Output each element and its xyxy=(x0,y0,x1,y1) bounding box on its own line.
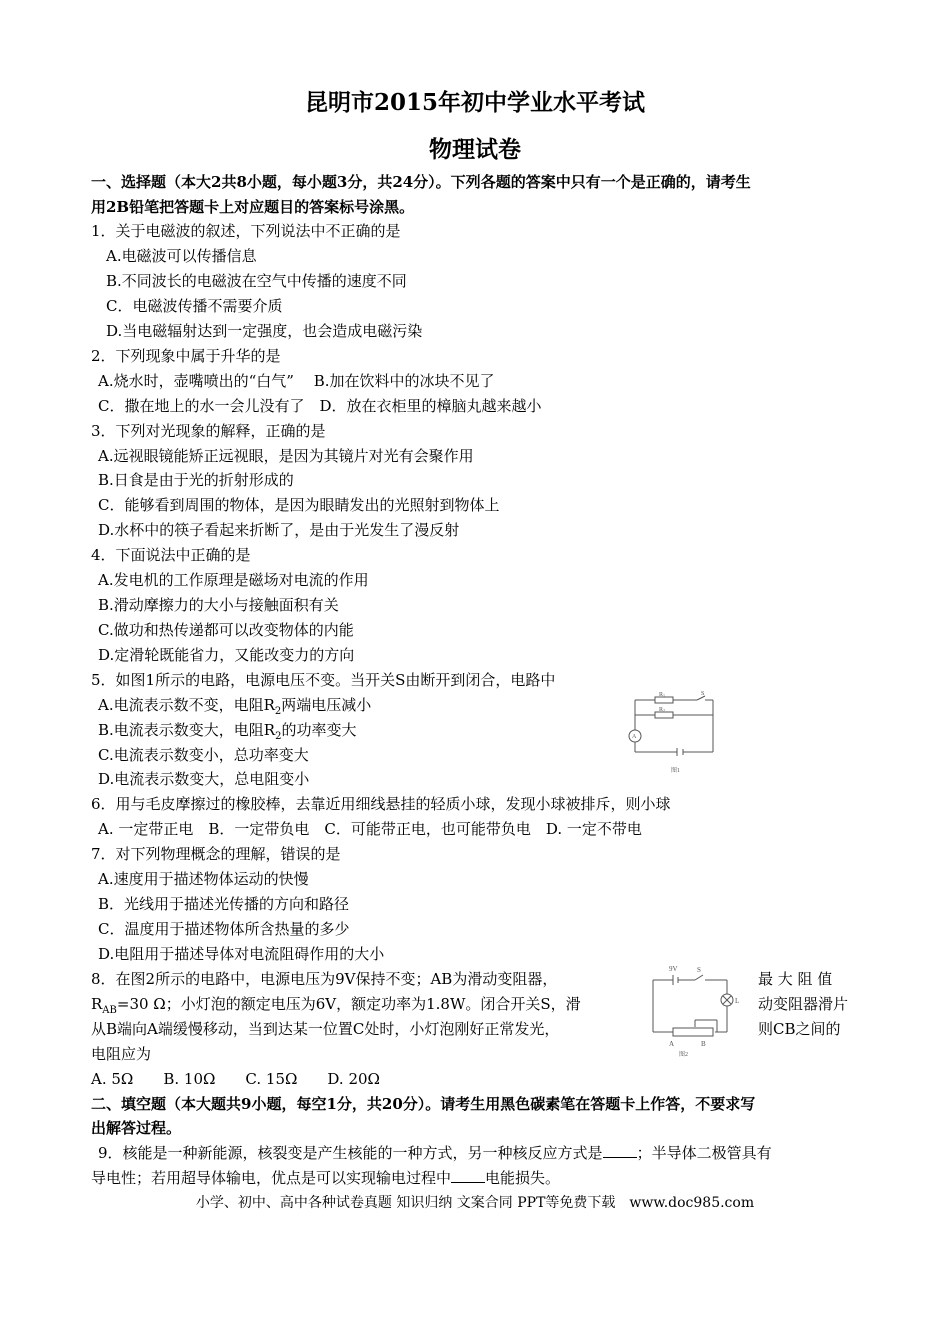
q8-line3-right: 则CB之间的 xyxy=(758,1020,841,1038)
q4-stem: 4．下面说法中正确的是 xyxy=(91,546,251,564)
fig2-label-9v: 9V xyxy=(669,965,678,973)
section1-heading-line1: 一、选择题（本大2共8小题，每小题3分，共24分）。下列各题的答案中只有一个是正确的，请考生 xyxy=(91,173,751,191)
q3-option-d: D.水杯中的筷子看起来折断了，是由于光发生了漫反射 xyxy=(98,521,460,539)
q6-options: A. 一定带正电 B．一定带负电 C．可能带正电，也可能带负电 D. 一定不带电 xyxy=(98,820,642,838)
q7-stem: 7．对下列物理概念的理解，错误的是 xyxy=(91,845,341,863)
fig1-label-s: S xyxy=(701,691,705,697)
q9-blank-2 xyxy=(451,1168,485,1183)
section1-heading-line2: 用2B铅笔把答题卡上对应题目的答案标号涂黑。 xyxy=(91,198,415,216)
q8-line2-left: $R_{AB}=30$ Ω；小灯泡的额定电压为6V，额定功率为1.8W。闭合开关S，滑 xyxy=(91,995,581,1016)
section2-heading-line1: 二、填空题（本大题共9小题，每空1分，共20分）。请考生用黑色碳素笔在答题卡上作答，不要求写 xyxy=(91,1095,756,1113)
exam-subtitle: 物理试卷 xyxy=(429,136,521,163)
q2-options-cd: C．撒在地上的水一会儿没有了 D．放在衣柜里的樟脑丸越来越小 xyxy=(98,397,542,415)
q5-option-a: A.电流表示数不变，电阻$R_2$两端电压减小 xyxy=(98,696,372,717)
q3-option-c: C．能够看到周围的物体，是因为眼睛发出的光照射到物体上 xyxy=(98,496,500,514)
q9-blank-1 xyxy=(603,1143,637,1158)
q7-option-b: B．光线用于描述光传播的方向和路径 xyxy=(98,895,350,913)
fig2-label-l: L xyxy=(735,997,740,1005)
fig1-label-a: A xyxy=(632,734,637,740)
q8-line3-left: 从B端向A端缓慢移动，当到达某一位置C处时，小灯泡刚好正常发光， xyxy=(91,1020,560,1038)
q2-options-ab: A.烧水时，壶嘴喷出的“白气” B.加在饮料中的冰块不见了 xyxy=(98,372,495,390)
q9-line2: 导电性；若用超导体输电，优点是可以实现输电过程中 电能损失。 xyxy=(91,1169,561,1187)
q8-line2-right: 动变阻器滑片 xyxy=(758,995,849,1013)
q8-line1-right: 最 大 阻 值 xyxy=(758,970,833,988)
q7-option-a: A.速度用于描述物体运动的快慢 xyxy=(98,870,309,888)
exam-title: 昆明市2015年初中学业水平考试 xyxy=(304,89,645,116)
fig1-caption: 图1 xyxy=(671,768,681,774)
q8-line4: 电阻应为 xyxy=(91,1045,152,1063)
q7-option-d: D.电阻用于描述导体对电流阻碍作用的大小 xyxy=(98,945,385,963)
fig2-label-b: B xyxy=(701,1040,706,1048)
q1-option-d: D.当电磁辐射达到一定强度，也会造成电磁污染 xyxy=(106,322,423,340)
fig1-label-r1: R1 xyxy=(659,692,666,698)
q4-option-c: C.做功和热传递都可以改变物体的内能 xyxy=(98,621,354,639)
q3-option-a: A.远视眼镜能矫正远视眼，是因为其镜片对光有会聚作用 xyxy=(98,447,474,465)
q2-stem: 2．下列现象中属于升华的是 xyxy=(91,347,281,365)
page-footer: 小学、初中、高中各种试卷真题 知识归纳 文案合同 PPT等免费下载 www.doc985.com xyxy=(195,1195,755,1211)
q1-option-b: B.不同波长的电磁波在空气中传播的速度不同 xyxy=(106,272,407,290)
q3-option-b: B.日食是由于光的折射形成的 xyxy=(98,471,294,489)
q3-stem: 3．下列对光现象的解释，正确的是 xyxy=(91,422,326,440)
fig1-label-r2: R2 xyxy=(659,707,666,713)
q4-option-d: D.定滑轮既能省力，又能改变力的方向 xyxy=(98,646,355,664)
q5-option-d: D.电流表示数变大，总电阻变小 xyxy=(98,770,310,788)
q7-option-c: C．温度用于描述物体所含热量的多少 xyxy=(98,920,350,938)
fig2-label-a: A xyxy=(669,1040,675,1048)
q1-option-a: A.电磁波可以传播信息 xyxy=(106,247,257,265)
q5-option-b: B.电流表示数变大，电阻$R_2$的功率变大 xyxy=(98,721,357,742)
fig2-caption: 图2 xyxy=(679,1052,689,1058)
circuit-figure-2 xyxy=(645,960,745,1060)
circuit-figure-1 xyxy=(625,690,725,780)
q4-option-b: B.滑动摩擦力的大小与接触面积有关 xyxy=(98,596,339,614)
q5-stem: 5．如图1所示的电路，电源电压不变。当开关S由断开到闭合，电路中 xyxy=(91,671,556,689)
fig2-label-s: S xyxy=(697,966,701,974)
q1-stem: 1．关于电磁波的叙述，下列说法中不正确的是 xyxy=(91,222,401,240)
q4-option-a: A.发电机的工作原理是磁场对电流的作用 xyxy=(98,571,369,589)
q5-option-c: C.电流表示数变小，总功率变大 xyxy=(98,746,309,764)
q6-stem: 6．用与毛皮摩擦过的橡胶棒，去靠近用细线悬挂的轻质小球，发现小球被排斥，则小球 xyxy=(91,795,671,813)
q9-line1: 9．核能是一种新能源，核裂变是产生核能的一种方式，另一种核反应方式是 ；半导体二极管具有 xyxy=(98,1144,772,1162)
q8-line1-left: 8．在图2所示的电路中，电源电压为9V保持不变；AB为滑动变阻器， xyxy=(91,970,558,988)
q8-options: A. 5Ω B. 10Ω C. 15Ω D. 20Ω xyxy=(91,1070,380,1088)
section2-heading-line2: 出解答过程。 xyxy=(91,1119,182,1137)
q1-option-c: C．电磁波传播不需要介质 xyxy=(106,297,283,315)
